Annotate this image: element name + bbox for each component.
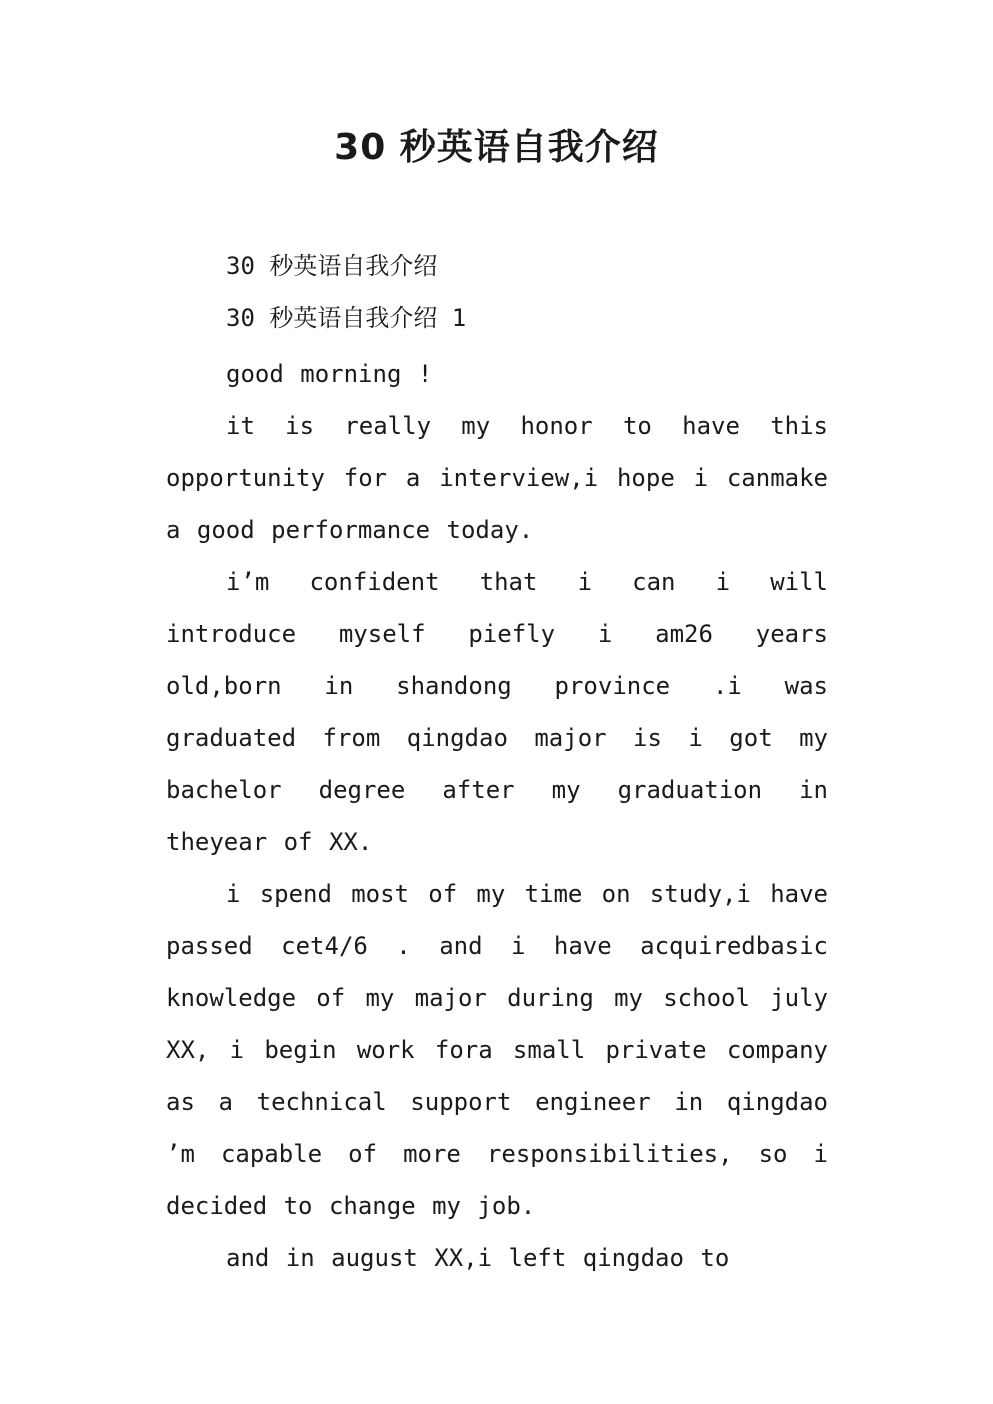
paragraph-continuation: and in august XX,i left qingdao to	[226, 1244, 730, 1272]
paragraph-opening: it is really my honor to have this opportunity for a interview,i hope i canmake a good performance today.	[166, 412, 828, 544]
document-title: 30 秒英语自我介绍	[334, 127, 659, 168]
paragraph-background: i’m confident that i can i will introduce myself piefly i am26 years old,born in shandong province .i was graduated from qingdao major is i got my bachelor degree after my graduation in theyear of XX.	[166, 568, 828, 856]
section-subheading: 30 秒英语自我介绍 1	[226, 304, 467, 332]
paragraph-experience: i spend most of my time on study,i have passed cet4/6 . and i have acquiredbasic knowledge of my major during my school july XX, i begin work fora small private company as a technical support engineer in qingdao ’m capable of more responsibilities, so i decided to change my job.	[166, 880, 828, 1220]
section-heading: 30 秒英语自我介绍	[226, 252, 438, 280]
paragraph-greeting: good morning !	[226, 360, 433, 388]
document-body	[166, 240, 828, 1284]
